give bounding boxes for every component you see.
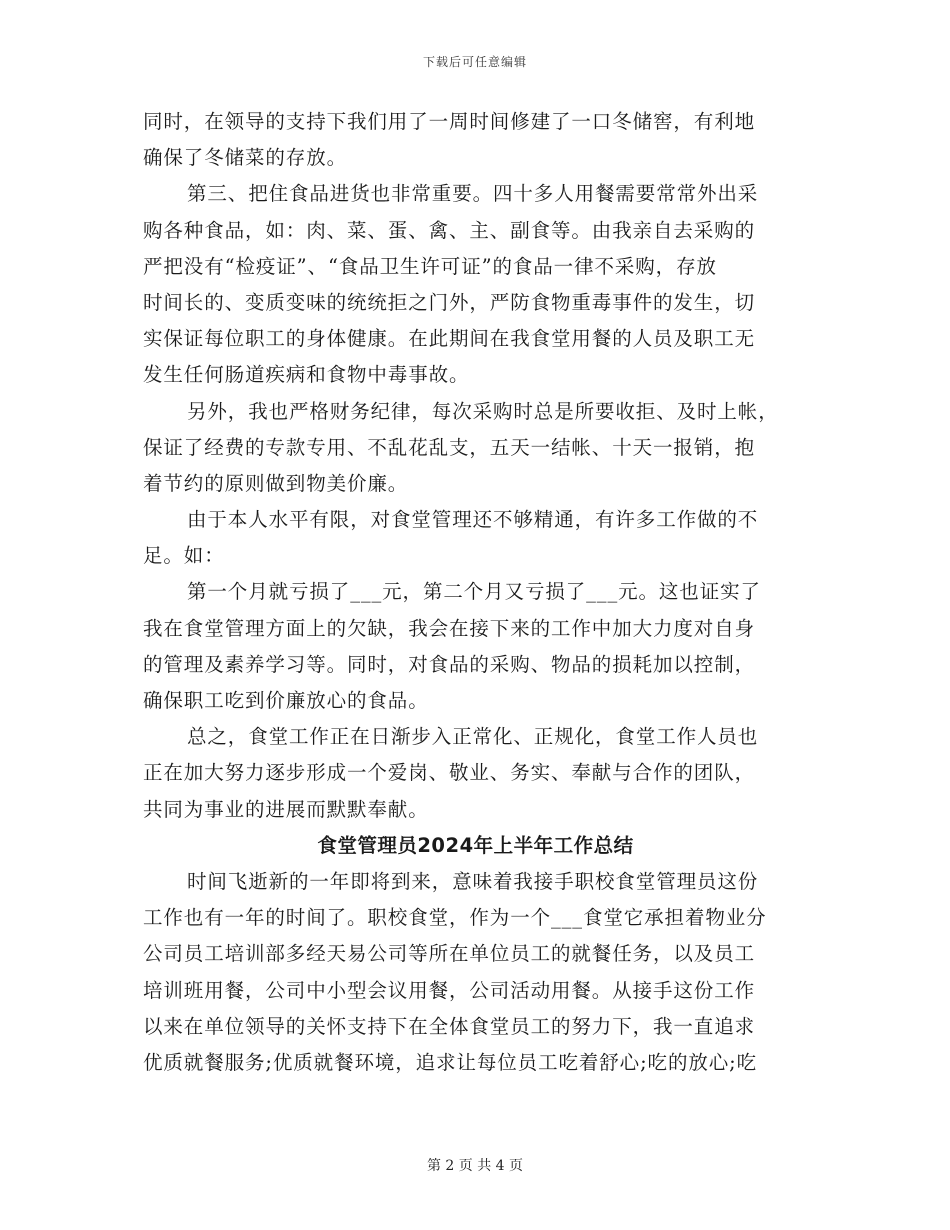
- page-header: 下载后可任意编辑: [422, 55, 527, 69]
- text-line: 公司员工培训部多经天易公司等所在单位员工的就餐任务，以及员工: [143, 942, 756, 966]
- document-body: [143, 104, 808, 1081]
- text-line: 第一个月就亏损了___元，第二个月又亏损了___元。这也证实了: [187, 580, 761, 604]
- text-line: 共同为事业的进展而默默奉献。: [143, 797, 429, 821]
- text-line: 时间飞逝新的一年即将到来，意味着我接手职校食堂管理员这份: [187, 869, 759, 893]
- text-line: 培训班用餐，公司中小型会议用餐，公司活动用餐。从接手这份工作: [143, 978, 756, 1002]
- text-line: 确保职工吃到价廉放心的食品。: [143, 689, 429, 712]
- page-footer: 第 2 页 共 4 页: [426, 1158, 524, 1174]
- text-line: 第三、把住食品进货也非常重要。四十多人用餐需要常常外出采: [187, 182, 759, 206]
- text-line: 总之，食堂工作正在日渐步入正常化、正规化，食堂工作人员也: [187, 725, 759, 749]
- text-line: 发生任何肠道疾病和食物中毒事故。: [143, 363, 470, 387]
- text-line: 由于本人水平有限，对食堂管理还不够精通，有许多工作做的不: [187, 508, 759, 532]
- text-line: 着节约的原则做到物美价廉。: [143, 471, 409, 495]
- text-line: 优质就餐服务;优质就餐环境，追求让每位员工吃着舒心;吃的放心;吃: [143, 1050, 758, 1074]
- text-line: 时间长的、变质变味的统统拒之门外，严防食物重毒事件的发生，切: [143, 290, 756, 314]
- text-line: 工作也有一年的时间了。职校食堂，作为一个___食堂它承担着物业分: [143, 906, 767, 930]
- text-line: 的管理及素养学习等。同时，对食品的采购、物品的损耗加以控制，: [143, 652, 756, 676]
- text-line: 严把没有“检疫证”、“食品卫生许可证”的食品一律不采购，存放: [143, 254, 717, 278]
- text-line: 确保了冬储菜的存放。: [143, 146, 348, 170]
- text-line: 同时，在领导的支持下我们用了一周时间修建了一口冬储窖，有利地: [143, 110, 756, 133]
- text-line: 足。如：: [143, 544, 225, 568]
- section-title: 食堂管理员2024年上半年工作总结: [317, 833, 634, 857]
- text-line: 购各种食品，如：肉、菜、蛋、禽、主、副食等。由我亲自去采购的: [143, 218, 756, 242]
- text-line: 以来在单位领导的关怀支持下在全体食堂员工的努力下，我一直追求: [143, 1014, 756, 1038]
- text-line: 另外，我也严格财务纪律，每次采购时总是所要收拒、及时上帐，: [187, 399, 779, 423]
- text-line: 我在食堂管理方面上的欠缺，我会在接下来的工作中加大力度对自身: [143, 616, 756, 640]
- paragraph-block: [143, 104, 808, 828]
- paragraph-block-section: [143, 864, 808, 1081]
- text-line: 正在加大努力逐步形成一个爱岗、敬业、务实、奉献与合作的团队，: [143, 761, 756, 785]
- text-line: 实保证每位职工的身体健康。在此期间在我食堂用餐的人员及职工无: [143, 327, 756, 351]
- text-line: 保证了经费的专款专用、不乱花乱支，五天一结帐、十天一报销，抱: [143, 435, 756, 459]
